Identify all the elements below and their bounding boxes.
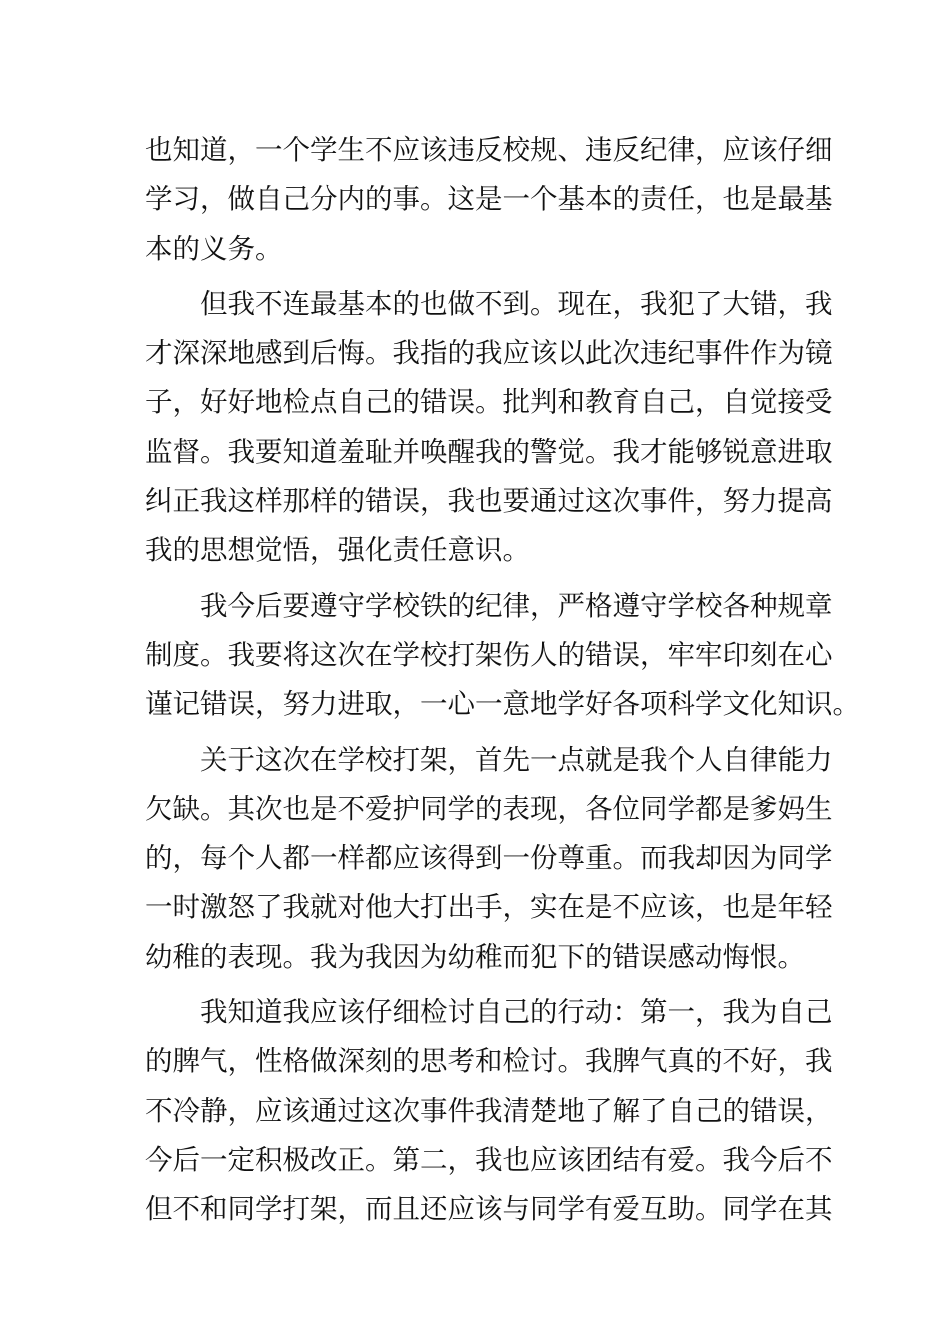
- text-line: 的，每个人都一样都应该得到一份尊重。而我却因为同学: [145, 842, 833, 875]
- paragraph-5: [145, 988, 833, 1234]
- paragraph-2: [145, 280, 833, 576]
- text-line: 今后一定积极改正。第二，我也应该团结有爱。我今后不: [145, 1143, 833, 1176]
- body-text: [145, 126, 860, 1235]
- text-line: 纠正我这样那样的错误，我也要通过这次事件，努力提高: [145, 485, 833, 518]
- text-line: 欠缺。其次也是不爱护同学的表现，各位同学都是爹妈生: [145, 792, 833, 825]
- text-line: 本的义务。: [145, 232, 283, 265]
- text-line: 监督。我要知道羞耻并唤醒我的警觉。我才能够锐意进取: [145, 435, 833, 468]
- text-line: 学习，做自己分内的事。这是一个基本的责任，也是最基: [145, 183, 833, 216]
- text-line: 我知道我应该仔细检讨自己的行动：第一，我为自己: [200, 996, 833, 1029]
- text-line: 的脾气，性格做深刻的思考和检讨。我脾气真的不好，我: [145, 1045, 833, 1078]
- text-line: 关于这次在学校打架，首先一点就是我个人自律能力: [200, 743, 833, 776]
- text-line: 但我不连最基本的也做不到。现在，我犯了大错，我: [200, 287, 833, 320]
- text-line: 一时激怒了我就对他大打出手，实在是不应该，也是年轻: [145, 891, 833, 924]
- paragraph-3: [145, 582, 860, 730]
- text-line: 不冷静，应该通过这次事件我清楚地了解了自己的错误，: [145, 1094, 833, 1127]
- text-line: 才深深地感到后悔。我指的我应该以此次违纪事件作为镜: [145, 337, 833, 370]
- text-line: 但不和同学打架，而且还应该与同学有爱互助。同学在其: [145, 1193, 833, 1226]
- text-line: 我今后要遵守学校铁的纪律，严格遵守学校各种规章: [200, 589, 833, 622]
- paragraph-4: [145, 736, 833, 982]
- text-line: 也知道，一个学生不应该违反校规、违反纪律，应该仔细: [145, 134, 833, 166]
- text-line: 谨记错误，努力进取，一心一意地学好各项科学文化知识。: [145, 688, 860, 721]
- paragraph-1: [145, 126, 833, 274]
- text-line: 子，好好地检点自己的错误。批判和教育自己，自觉接受: [145, 386, 833, 419]
- text-line: 我的思想觉悟，强化责任意识。: [145, 534, 530, 567]
- text-line: 幼稚的表现。我为我因为幼稚而犯下的错误感动悔恨。: [145, 940, 805, 973]
- text-line: 制度。我要将这次在学校打架伤人的错误，牢牢印刻在心: [145, 638, 833, 671]
